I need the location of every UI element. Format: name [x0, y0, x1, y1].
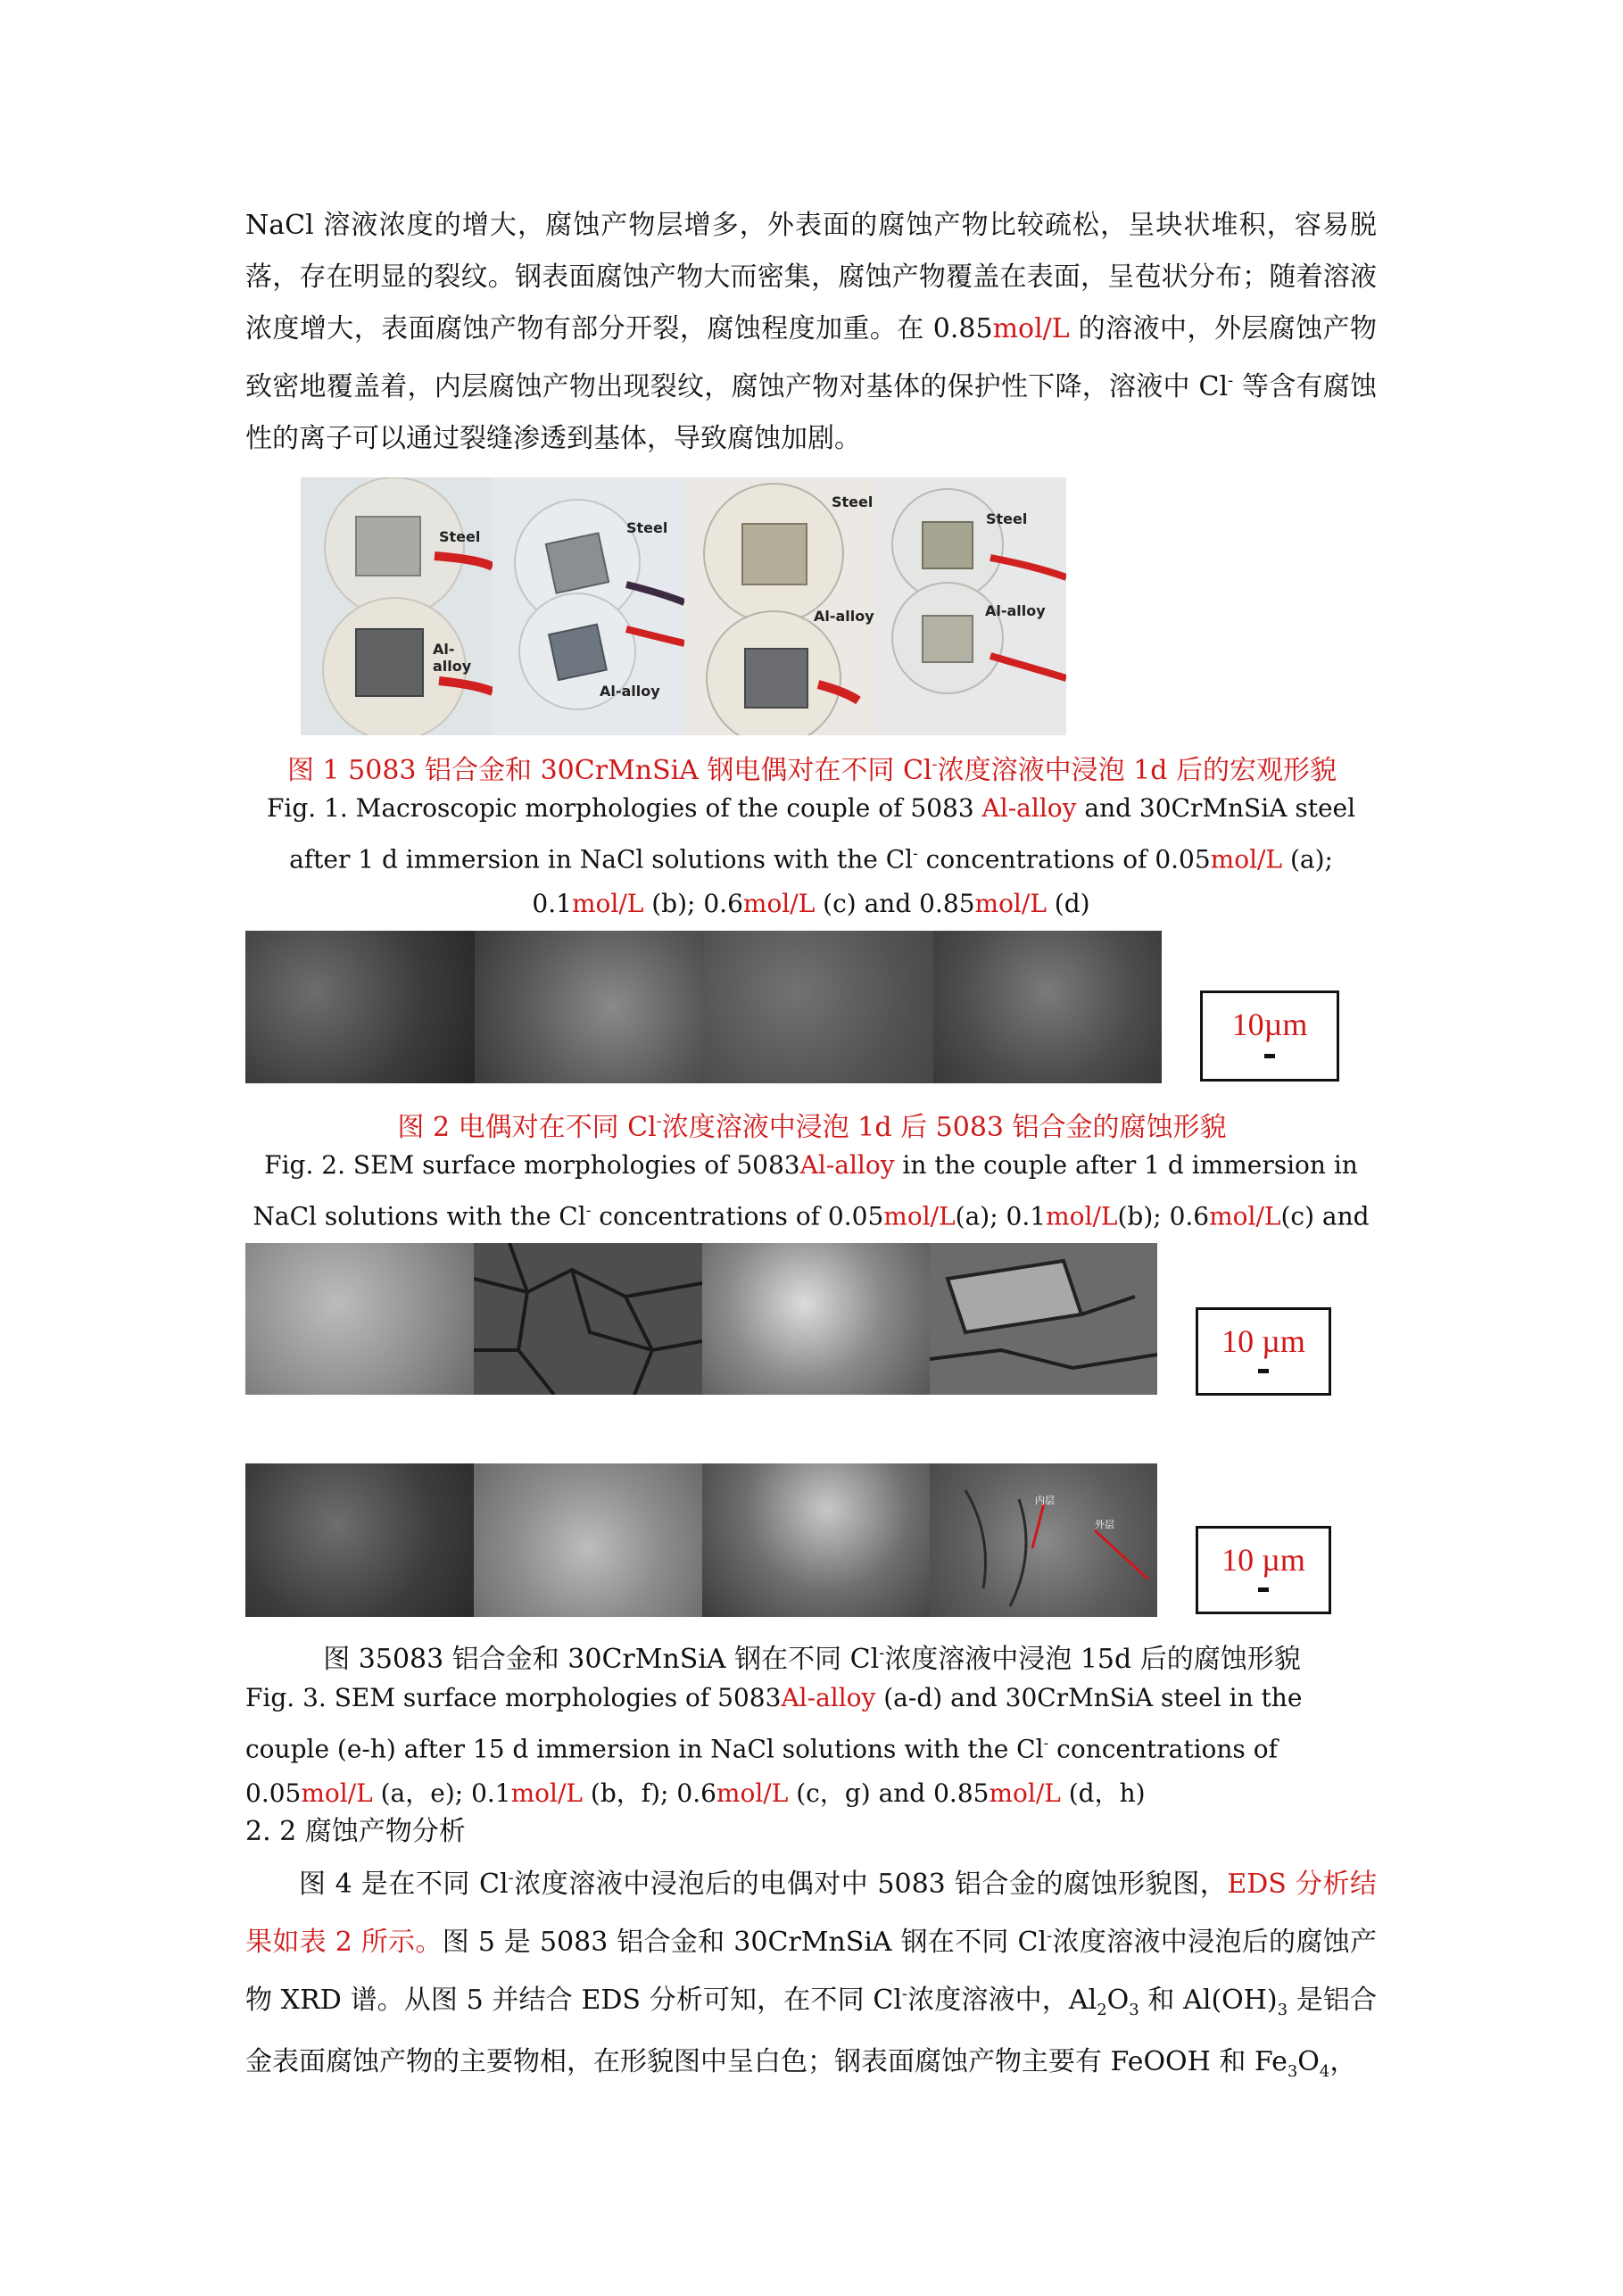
- body-paragraph-2: [245, 1853, 1377, 2098]
- photo-a-steel-label: Steel: [439, 528, 481, 545]
- fig2-en-al: Al-alloy: [799, 1150, 895, 1180]
- figure1-photo-c: [684, 477, 876, 735]
- fig1-cn-a: 图 1 5083 铝合金和 30CrMnSiA 钢电偶对在不同 Cl: [287, 755, 932, 786]
- sec-p5-sub3: 3: [1277, 2001, 1288, 2019]
- sec-p4-sup: -: [901, 1985, 908, 2003]
- figure2-sem-d: [933, 931, 1162, 1083]
- figure3-scale-box-2: [1196, 1526, 1331, 1614]
- photo-d-steel-label: Steel: [986, 510, 1028, 527]
- figure1-photo-a-art: [301, 477, 493, 735]
- sec-p5-sub1: 2: [1097, 2001, 1107, 2019]
- sec-p5-c: 和 Al(OH): [1139, 1985, 1278, 2016]
- figure3-sem-h-art: [930, 1463, 1157, 1617]
- para1-sup: -: [1228, 371, 1234, 390]
- figure2-sem-a: [245, 931, 475, 1083]
- photo-b-al-label: Al-alloy: [600, 683, 660, 700]
- fig3-en-p1: Fig. 3. SEM surface morphologies of 5083: [245, 1683, 782, 1712]
- photo-b-steel-label: Steel: [626, 519, 668, 536]
- fig3-cn-a: 图 35083 铝合金和 30CrMnSiA 钢在不同 Cl: [323, 1644, 880, 1675]
- sec-p2-red: EDS 分析结果如表 2 所示。: [245, 1869, 1377, 1958]
- fig1-en-p4: (a); 0.1: [532, 844, 1333, 919]
- fig3-cn-b: 浓度溶液中浸泡 15d 后的腐蚀形貌: [884, 1644, 1301, 1675]
- figure3-outer-label: 外层: [1095, 1519, 1114, 1530]
- fig3-en-p5: (b，f); 0.6: [583, 1778, 716, 1809]
- fig2-en-p1: Fig. 2. SEM surface morphologies of 5083: [264, 1150, 800, 1180]
- figure2-caption-cn: [205, 1104, 1419, 1146]
- fig3-en-u1: mol/L: [301, 1778, 373, 1809]
- fig1-en-p7: (d): [1046, 889, 1090, 919]
- figure1-photo-d: [876, 477, 1066, 735]
- figure1-photos: [301, 477, 1066, 735]
- figure3-scale-bar-2: [1258, 1587, 1269, 1592]
- sec-p4: 浓度溶液中浸泡后的腐蚀产物 XRD 谱。从图 5 并结合 EDS 分析可知，在不同 Cl: [245, 1927, 1377, 2016]
- fig2-en-sup: -: [585, 1201, 592, 1219]
- figure3-caption-cn: [205, 1636, 1419, 1678]
- figure1-caption-cn: [205, 747, 1419, 789]
- fig2-en-u2: mol/L: [1046, 1201, 1118, 1231]
- sec-p5-sub5: 4: [1319, 2062, 1330, 2081]
- figure1-photo-a: [301, 477, 493, 735]
- fig2-en-p3: concentrations of 0.05: [591, 1201, 884, 1231]
- figure3-sem-row-2: [245, 1463, 1157, 1617]
- fig1-en-p1: Fig. 1. Macroscopic morphologies of the couple of 5083: [266, 793, 982, 823]
- fig2-cn-b: 浓度溶液中浸泡 1d 后 5083 铝合金的腐蚀形貌: [661, 1112, 1227, 1143]
- figure2-sem-c: [704, 931, 933, 1083]
- sec-p5-d: 是铝合金表面腐蚀产物的主要物相，在形貌图中呈白色；钢表面腐蚀产物主要有 FeOOH 和 Fe: [245, 1985, 1378, 2077]
- figure3-scale-label-2: 10 µm: [1221, 1542, 1305, 1578]
- figure3-sem-a: [245, 1243, 474, 1395]
- section-heading: 2. 2 腐蚀产物分析: [245, 1816, 466, 1847]
- para1-text-3: 等含有腐蚀性的离子可以通过裂缝渗透到基体，导致腐蚀加剧。: [245, 371, 1377, 454]
- sec-p5-f: ，: [1329, 2046, 1357, 2077]
- fig3-en-u2: mol/L: [510, 1778, 584, 1809]
- sec-p1-sup: -: [508, 1869, 514, 1887]
- para1-text-1: NaCl 溶液浓度的增大，腐蚀产物层增多，外表面的腐蚀产物比较疏松，呈块状堆积，容易脱落，存在明显的裂纹。钢表面腐蚀产物大而密集，腐蚀产物覆盖在表面，呈苞状分布；随着溶液浓度增大，表面腐蚀产物有部分开裂，腐蚀程度加重。在 0.85: [245, 210, 1377, 344]
- figure3-sem-h: [930, 1463, 1157, 1617]
- figure3-sem-c: [702, 1243, 930, 1395]
- fig1-en-p6: (c) and 0.85: [815, 889, 975, 919]
- figure3-sem-b-cracks: [474, 1243, 702, 1395]
- fig1-en-al: Al-alloy: [981, 793, 1077, 823]
- fig3-en-p2: (a-d) and 30CrMnSiA steel in the couple (e-h) after 15 d immersion in NaCl solutions with the Cl: [245, 1683, 1303, 1764]
- fig2-cn-sup: -: [656, 1112, 662, 1131]
- fig3-cn-sup: -: [879, 1644, 885, 1662]
- body-paragraph-1: [245, 200, 1377, 465]
- fig3-en-u3: mol/L: [716, 1778, 789, 1809]
- fig2-en-p4: (a); 0.1: [955, 1201, 1047, 1231]
- sec-p5: 浓度溶液中，Al: [907, 1985, 1097, 2016]
- sec-p3: 图 5 是 5083 铝合金和 30CrMnSiA 钢在不同 Cl: [442, 1927, 1047, 1958]
- figure2-sem: [245, 931, 1162, 1083]
- photo-c-steel-label: Steel: [832, 493, 874, 510]
- fig3-en-sup: -: [1043, 1734, 1049, 1752]
- figure3-sem-g: [702, 1463, 930, 1617]
- fig2-en-p6: (c) and: [1280, 1201, 1370, 1231]
- fig1-cn-sup: -: [932, 755, 938, 774]
- fig1-en-u3: mol/L: [742, 889, 816, 919]
- figure1-photo-b: [493, 477, 684, 735]
- sec-p3-sup: -: [1047, 1927, 1053, 1945]
- figure3-sem-b: [474, 1243, 702, 1395]
- fig2-en-u1: mol/L: [883, 1201, 956, 1231]
- figure1-photo-c-art: [684, 477, 876, 735]
- figure3-sem-d: [930, 1243, 1157, 1395]
- sec-p5-e: O: [1297, 2046, 1320, 2077]
- sec-p5-sub4: 3: [1287, 2062, 1298, 2081]
- fig3-en-p3: concentrations of 0.05: [245, 1734, 1278, 1809]
- sec-p2: 浓度溶液中浸泡后的电偶对中 5083 铝合金的腐蚀形貌图，: [513, 1869, 1228, 1900]
- fig1-en-sup: -: [913, 844, 918, 862]
- figure2-scale-label: 10µm: [1231, 1007, 1308, 1042]
- photo-c-al-label: Al-alloy: [814, 608, 874, 625]
- fig1-en-p2: and 30CrMnSiA steel after 1 d immersion in NaCl solutions with the Cl: [289, 793, 1356, 874]
- fig3-en-p7: (d，h): [1060, 1778, 1146, 1809]
- figure3-caption-en: [245, 1676, 1377, 1816]
- figure3-scale-label-1: 10 µm: [1221, 1323, 1305, 1359]
- fig1-en-p5: (b); 0.6: [643, 889, 743, 919]
- figure3-sem-f: [474, 1463, 702, 1617]
- figure2-scale-box: [1200, 991, 1339, 1082]
- fig1-en-u4: mol/L: [974, 889, 1047, 919]
- fig1-cn-b: 浓度溶液中浸泡 1d 后的宏观形貌: [937, 755, 1337, 786]
- figure3-sem-row-1: [245, 1243, 1157, 1395]
- fig3-en-p6: (c，g) and 0.85: [788, 1778, 990, 1809]
- photo-d-al-label: Al-alloy: [985, 602, 1046, 619]
- figure3-scale-box-1: [1196, 1307, 1331, 1396]
- figure3-scale-bar-1: [1258, 1369, 1269, 1373]
- fig1-en-p3: concentrations of 0.05: [917, 844, 1211, 874]
- fig2-en-u3: mol/L: [1209, 1201, 1281, 1231]
- figure2-sem-b: [475, 931, 704, 1083]
- figure3-inner-label: 内层: [1035, 1495, 1055, 1506]
- fig2-en-p5: (b); 0.6: [1117, 1201, 1210, 1231]
- sec-p5-sub2: 3: [1129, 2001, 1139, 2019]
- para1-unit: mol/L: [992, 313, 1070, 344]
- figure1-caption-en: [245, 786, 1377, 926]
- figure3-sem-e: [245, 1463, 474, 1617]
- para1-text-2: 的溶液中，外层腐蚀产物致密地覆盖着，内层腐蚀产物出现裂纹，腐蚀产物对基体的保护性下降，溶液中 Cl: [245, 313, 1377, 402]
- photo-a-al-label: Al-alloy: [433, 641, 472, 675]
- fig1-en-u2: mol/L: [571, 889, 644, 919]
- fig3-en-al: Al-alloy: [781, 1683, 876, 1712]
- figure2-scale-bar: [1264, 1054, 1275, 1058]
- sec-p5-b: O: [1106, 1985, 1130, 2016]
- fig2-en-p2: in the couple after 1 d immersion in NaCl solutions with the Cl: [253, 1150, 1358, 1231]
- fig1-en-u1: mol/L: [1210, 844, 1283, 874]
- sec-p1: 图 4 是在不同 Cl: [299, 1869, 509, 1900]
- fig3-en-u4: mol/L: [989, 1778, 1061, 1809]
- fig3-en-p4: (a，e); 0.1: [372, 1778, 511, 1809]
- figure3-sem-d-art: [930, 1243, 1157, 1395]
- fig2-cn-a: 图 2 电偶对在不同 Cl: [397, 1112, 657, 1143]
